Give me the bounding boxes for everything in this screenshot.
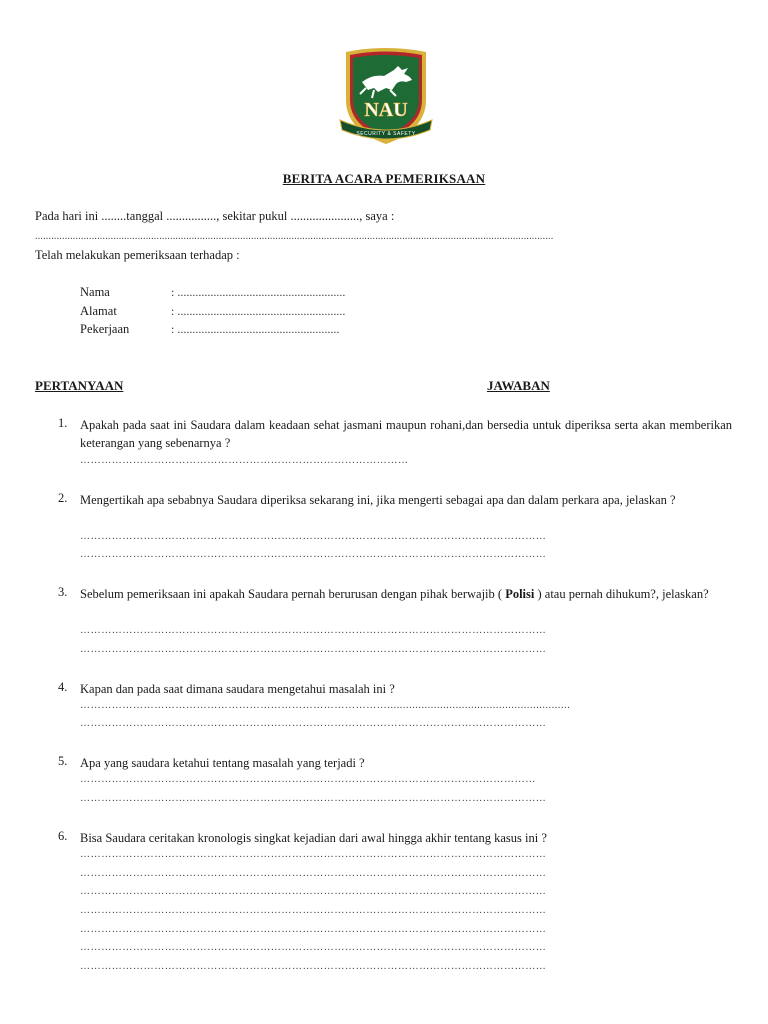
header-jawaban: JAWABAN	[487, 378, 550, 393]
answer-line: ……………………………………………………………………………………………………………………	[80, 942, 547, 953]
question-number: 1.	[58, 416, 68, 430]
nau-shield-logo	[338, 44, 434, 148]
answer-line: ……………………………………………………………………………………………………………………	[80, 793, 547, 804]
answer-line: ……………………………………………………………………………………………………………………	[80, 644, 547, 655]
field-value-nama: : ........................................................	[171, 285, 346, 299]
answer-line: ……………………………………………………………………………...........................................................	[80, 700, 571, 711]
answer-line: ……………………………………………………………………………………………………………………	[80, 718, 547, 729]
document-title: BERITA ACARA PEMERIKSAAN	[282, 171, 486, 186]
intro-line-3: Telah melakukan pemeriksaan terhadap :	[35, 248, 240, 262]
answer-line: ……………………………………………………………………………………………………………………	[80, 868, 547, 879]
answer-line: ……………………………………………………………………………………………………………………	[80, 531, 547, 542]
field-value-pekerjaan: : ......................................................	[171, 322, 340, 336]
field-label-pekerjaan: Pekerjaan	[80, 322, 130, 336]
field-value-alamat: : ........................................................	[171, 304, 346, 318]
answer-line: ……………………………………………………………………………………………………………………	[80, 549, 547, 560]
logo-text: NAU	[364, 99, 408, 121]
intro-dotted-line: ................................................................................................................................................................................................	[35, 231, 554, 242]
question-text: Kapan dan pada saat dimana saudara mengetahui masalah ini ?	[80, 682, 395, 696]
field-label-nama: Nama	[80, 285, 110, 299]
wolf-shield-logo-icon	[338, 44, 434, 148]
question-number: 2.	[58, 491, 68, 505]
question-text: Apa yang saudara ketahui tentang masalah yang terjadi ?	[80, 756, 365, 770]
question-text: Bisa Saudara ceritakan kronologis singkat kejadian dari awal hingga akhir tentang kasus ini ?	[80, 831, 547, 845]
answer-line: …………………………………………………………………………………	[80, 455, 409, 466]
answer-line: ……………………………………………………………………………………………………………………	[80, 625, 547, 636]
answer-line: ……………………………………………………………………………………………………………………	[80, 961, 547, 972]
answer-line: ……………………………………………………………………………………………………………………	[80, 905, 547, 916]
question-text: Mengertikah apa sebabnya Saudara diperiksa sekarang ini, jika mengerti sebagai apa dan dalam perkara apa, jelaskan ?	[80, 493, 676, 507]
question-number: 5.	[58, 754, 68, 768]
question-number: 3.	[58, 585, 68, 599]
question-text-part: Sebelum pemeriksaan ini apakah Saudara pernah berurusan dengan pihak berwajib (	[80, 587, 506, 601]
field-label-alamat: Alamat	[80, 304, 117, 318]
header-pertanyaan: PERTANYAAN	[35, 378, 124, 393]
question-text-part: ) atau pernah dihukum?, jelaskan?	[534, 587, 709, 601]
answer-line: ……………………………………………………………………………………………………………………	[80, 886, 547, 897]
question-number: 4.	[58, 680, 68, 694]
question-text-bold: Polisi	[505, 587, 535, 601]
intro-line-1: Pada hari ini ........tanggal ................, sekitar pukul ......................, saya :	[35, 209, 395, 223]
question-text	[80, 585, 732, 603]
question-text: Apakah pada saat ini Saudara dalam keadaan sehat jasmani maupun rohani,dan bersedia untuk diperiksa serta akan memberikan keterangan yang sebenarnya ?	[80, 418, 732, 450]
answer-line: ……………………………………………………………………………………………………………………	[80, 924, 547, 935]
answer-line: …………………………………………………………………………………………………………………	[80, 774, 536, 785]
question-number: 6.	[58, 829, 68, 843]
logo-ribbon-text: SECURITY & SAFETY	[356, 131, 416, 137]
answer-line: ……………………………………………………………………………………………………………………	[80, 849, 547, 860]
